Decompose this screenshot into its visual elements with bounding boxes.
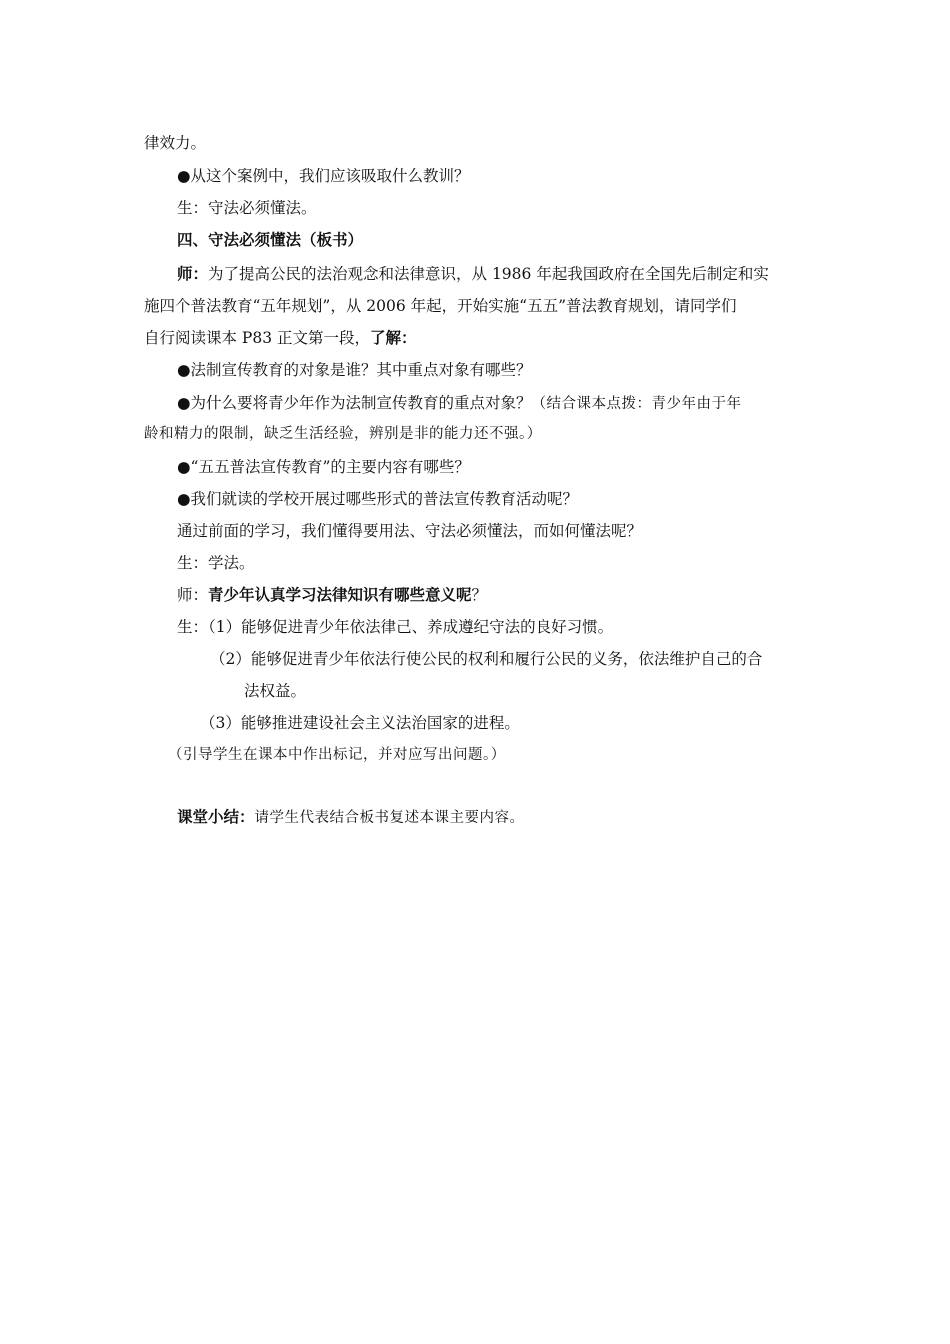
text-line [177,521,847,541]
hint-text: 龄和精力的限制，缺乏生活经验，辨别是非的能力还不强。） [144,426,542,442]
text-line [144,328,814,348]
text-fragment: ●从这个案例中，我们应该吸取什么教训？ [177,167,470,185]
student-answer [177,198,847,218]
question-item [177,360,847,380]
text-fragment: 生：守法必须懂法。 [177,199,317,217]
teacher-question [177,585,847,605]
text-line [244,681,914,701]
question-item [177,489,847,509]
section-heading [177,230,847,250]
text-fragment: ●我们就读的学校开展过哪些形式的普法宣传教育活动呢？ [177,490,579,508]
question-item [177,457,847,477]
text-fragment: 为了提高公民的法治观念和法律意识，从 1986 年起我国政府在全国先后制定和实 [208,265,769,283]
text-fragment: ●为什么要将青少年作为法制宣传教育的重点对象？ [177,394,532,412]
text-fragment: 自行阅读课本 P83 正文第一段， [144,329,371,347]
text-fragment: ●法制宣传教育的对象是谁？其中重点对象有哪些？ [177,361,532,379]
hint-line [144,424,814,444]
student-answer [177,553,847,573]
text-fragment: （2）能够促进青少年依法行使公民的权利和履行公民的义务，依法维护自己的合 [210,650,763,668]
student-answer [177,617,847,637]
text-fragment: ●“五五普法宣传教育”的主要内容有哪些？ [177,458,470,476]
instruction-note [168,745,838,765]
answer-point [200,713,870,733]
text-line [144,296,814,316]
question-item [177,393,847,414]
speaker-label: 师： [177,586,209,604]
hint-text: （结合课本点拨：青少年由于年 [531,396,742,412]
text-line [144,133,814,153]
text-fragment: 施四个普法教育“五年规划”，从 2006 年起，开始实施“五五”普法教育规划，请同学们 [144,297,737,315]
answer-point [210,649,880,669]
text-fragment: 律效力。 [144,134,207,152]
text-fragment: 生：（1）能够促进青少年依法律己、养成遵纪守法的良好习惯。 [177,618,614,636]
text-fragment: （引导学生在课本中作出标记，并对应写出问题。） [168,747,506,763]
text-fragment: 通过前面的学习，我们懂得要用法、守法必须懂法，而如何懂法呢？ [177,522,643,540]
question-item [177,166,847,186]
lesson-summary [177,807,847,828]
text-fragment: ？ [471,586,488,604]
summary-text: 请学生代表结合板书复述本课主要内容。 [254,810,525,826]
text-fragment: 法权益。 [244,682,307,700]
teacher-paragraph [177,264,847,284]
emphasis-text: 青少年认真学习法律知识有哪些意义呢 [208,586,472,604]
text-fragment: 生：学法。 [177,554,255,572]
speaker-label: 师： [177,265,209,283]
heading-text: 四、守法必须懂法（板书） [177,231,364,249]
summary-label: 课堂小结： [177,808,255,826]
text-fragment: （3）能够推进建设社会主义法治国家的进程。 [200,714,520,732]
emphasis-text: 了解： [370,329,417,347]
